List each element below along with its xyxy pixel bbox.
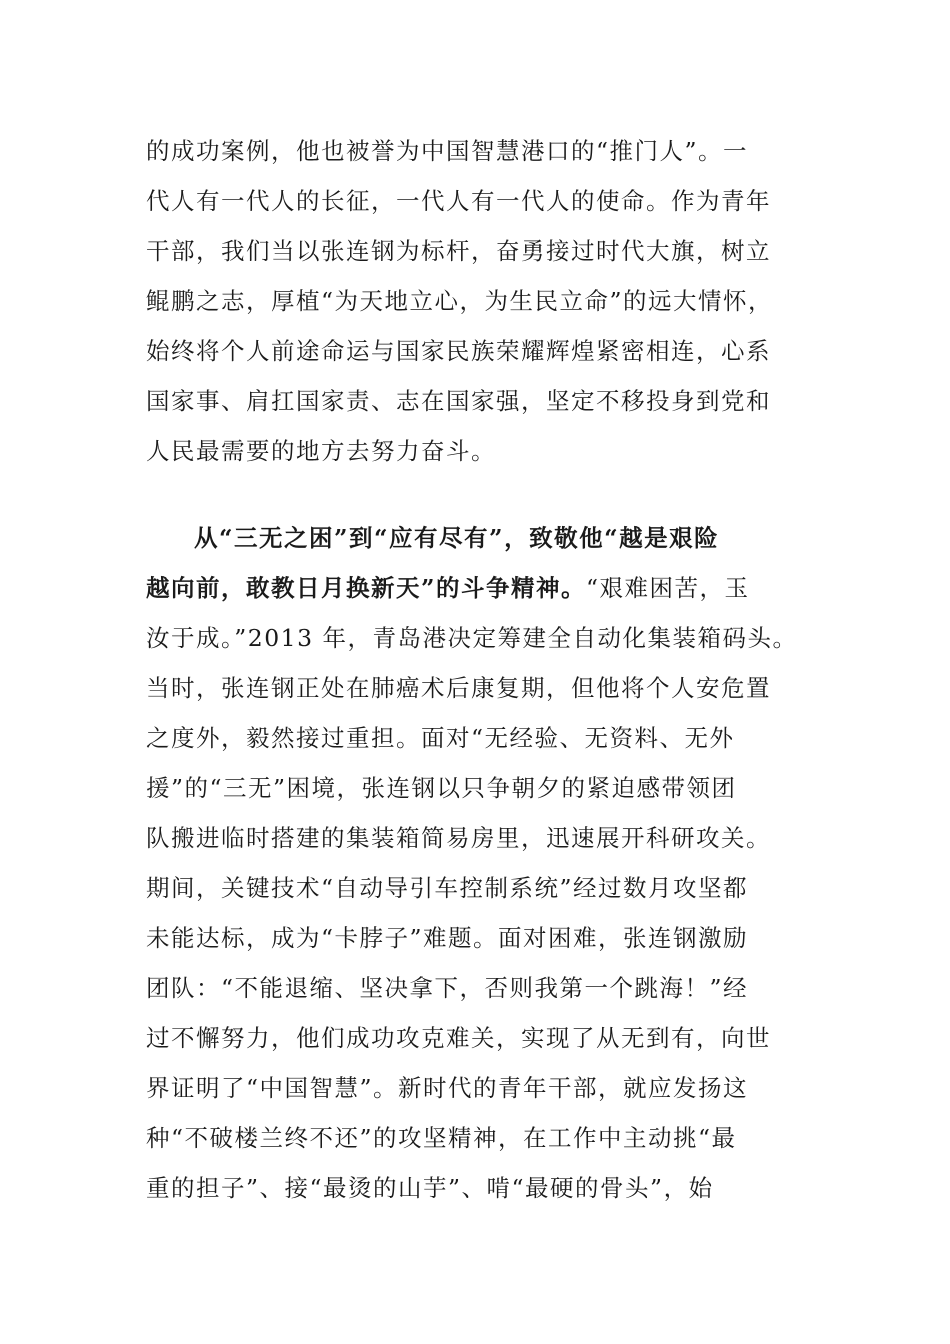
- paragraph-2: [146, 513, 806, 1213]
- text-line: 干部，我们当以张连钢为标杆，奋勇接过时代大旗，树立: [146, 237, 771, 265]
- text-line: 未能达标，成为“卡脖子”难题。面对困难，张连钢激励: [146, 924, 749, 952]
- text-line: 援”的“三无”困境，张连钢以只争朝夕的紧迫感带领团: [146, 774, 737, 802]
- text-line: 鲲鹏之志，厚植“为天地立心，为生民立命”的远大情怀，: [146, 287, 774, 315]
- text-line: 的成功案例，他也被誉为中国智慧港口的“推门人”。一: [146, 137, 749, 165]
- text-line: 之度外，毅然接过重担。面对“无经验、无资料、无外: [146, 724, 735, 752]
- text-segment: “艰难困苦，玉: [586, 574, 750, 602]
- section-heading-line: 越向前，敢教日月换新天”的斗争精神。: [146, 574, 587, 602]
- text-line: 期间，关键技术“自动导引车控制系统”经过数月攻坚都: [146, 874, 749, 902]
- text-line: 重的担子”、接“最烫的山芋”、啃“最硬的骨头”，始: [146, 1174, 714, 1202]
- text-line: 国家事、肩扛国家责、志在国家强，坚定不移投身到党和: [146, 387, 771, 415]
- section-heading-line: 从“三无之困”到“应有尽有”，致敬他“越是艰险: [194, 524, 720, 552]
- text-line: 队搬进临时搭建的集装箱简易房里，迅速展开科研攻关。: [146, 824, 771, 852]
- text-line: 过不懈努力，他们成功攻克难关，实现了从无到有，向世: [146, 1024, 771, 1052]
- text-line: 人民最需要的地方去努力奋斗。: [146, 437, 496, 465]
- text-line: 界证明了“中国智慧”。新时代的青年干部，就应发扬这: [146, 1074, 749, 1102]
- text-line: 始终将个人前途命运与国家民族荣耀辉煌紧密相连，心系: [146, 337, 771, 365]
- text-line: [146, 563, 806, 613]
- paragraph-1: [146, 126, 806, 476]
- text-line: 当时，张连钢正处在肺癌术后康复期，但他将个人安危置: [146, 674, 771, 702]
- text-line: 代人有一代人的长征，一代人有一代人的使命。作为青年: [146, 187, 771, 215]
- text-line: 种“不破楼兰终不还”的攻坚精神，在工作中主动挑“最: [146, 1124, 737, 1152]
- text-line: 团队：“不能退缩、坚决拿下，否则我第一个跳海！”经: [146, 974, 749, 1002]
- text-line: 汝于成。”2013 年，青岛港决定筹建全自动化集装箱码头。: [146, 624, 798, 652]
